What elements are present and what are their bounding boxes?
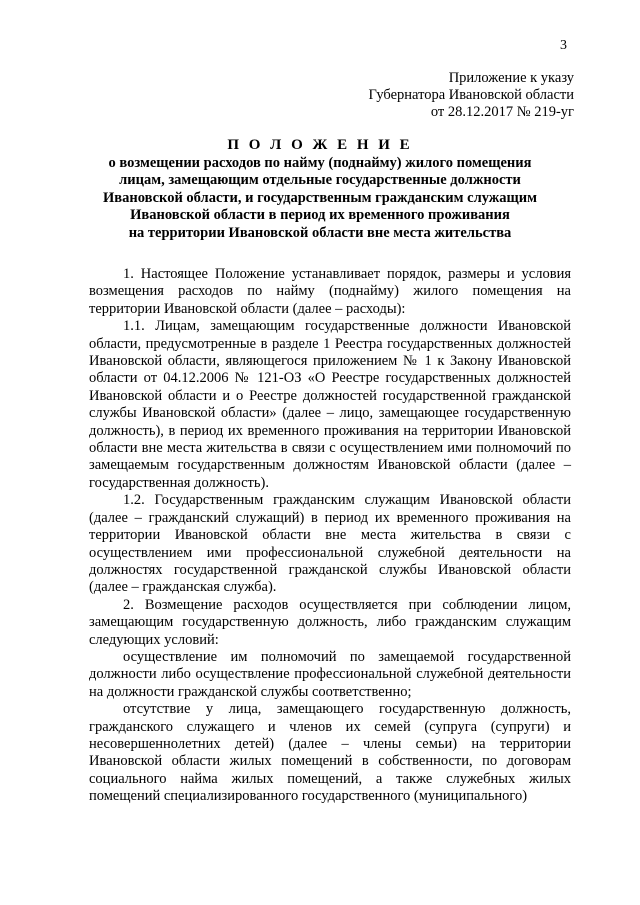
paragraph-1-2: 1.2. Государственным гражданским служащим Ивановской области (далее – гражданский служащий) в период их временного проживания на территории Ивановской области вне места жительства в связи с осуществлением ими профессиональной служебной деятельности на должностях государственной гражданской службы Ивановской области (далее – гражданская служба). [89,492,571,596]
appendix-header [369,70,574,121]
document-subtitle-line-1: о возмещении расходов по найму (поднайму) жилого помещения [108,154,532,171]
appendix-line-2: Губернатора Ивановской области [368,87,574,103]
appendix-line-3: от 28.12.2017 № 219-уг [430,104,574,120]
document-subtitle-line-4: Ивановской области в период их временного проживания [130,207,510,223]
paragraph-1-1: 1.1. Лицам, замещающим государственные должности Ивановской области, предусмотренные в разделе 1 Реестра государственных должностей Ивановской области, являющегося приложением № 1 к Закону Ивановской области от 04.12.2006 № 121-ОЗ «О Реестре государственных должностей Ивановской области и о Реестре должностей государственной гражданской службы Ивановской области» (далее – лицо, замещающее государственную должность), в период их временного проживания на территории Ивановской области вне места жительства в связи с осуществлением ими полномочий по замещаемым государственным должностям Ивановской области (далее – государственная должность). [89,318,571,491]
appendix-line-1: Приложение к указу [448,70,574,86]
paragraph-condition-2: отсутствие у лица, замещающего государственную должность, гражданского служащего и членов их семей (супруга (супруги) и несовершеннолетних детей) (далее – члены семьи) на территории Ивановской области жилых помещений в собственности, по договорам социального найма жилых помещений, а также служебных жилых помещений специализированного государственного (муниципального) [89,701,571,805]
document-subtitle-line-3: Ивановской области, и государственным гражданским служащим [102,189,538,206]
document-title-block [70,137,570,242]
document-subtitle-line-2: лицам, замещающим отдельные государственные должности [119,172,521,188]
document-subtitle-line-5: на территории Ивановской области вне места жительства [128,224,512,241]
paragraph-condition-1: осуществление им полномочий по замещаемой государственной должности либо осуществление профессиональной служебной деятельности на должности гражданской службы соответственно; [89,648,571,700]
document-title: П О Л О Ж Е Н И Е [227,137,413,153]
paragraph-1: 1. Настоящее Положение устанавливает порядок, размеры и условия возмещения расходов по найму (поднайму) жилого помещения на территории Ивановской области (далее – расходы): [89,266,571,317]
paragraph-2: 2. Возмещение расходов осуществляется при соблюдении лицом, замещающим государственную должность, либо гражданским служащим следующих условий: [89,596,571,648]
document-body [89,266,571,806]
page-number: 3 [560,38,567,53]
